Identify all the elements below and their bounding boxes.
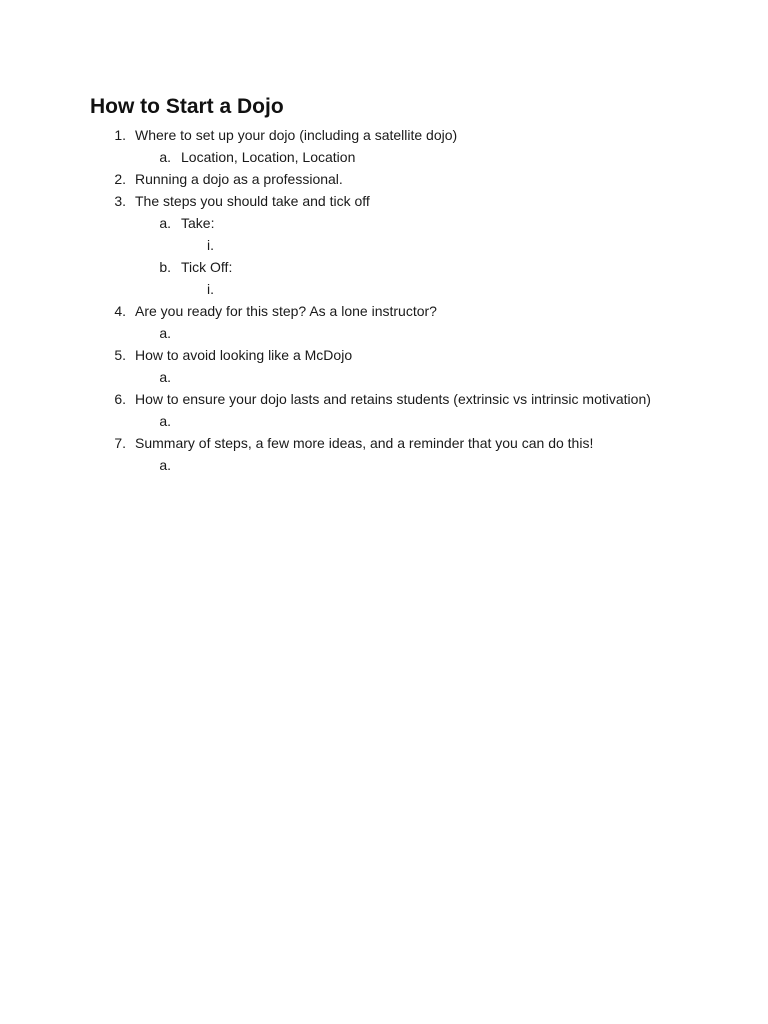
list-marker: i. <box>207 237 214 253</box>
list-marker: 7. <box>114 435 126 451</box>
list-marker: a. <box>159 325 171 341</box>
list-item-text: Take: <box>181 215 215 231</box>
outline-list <box>0 124 768 476</box>
list-marker: a. <box>159 215 171 231</box>
list-item-text: Are you ready for this step? As a lone instructor? <box>135 303 437 319</box>
list-marker: 1. <box>114 127 126 143</box>
list-marker: a. <box>159 457 171 473</box>
list-marker: 4. <box>114 303 126 319</box>
document-title: How to Start a Dojo <box>90 95 284 118</box>
list-item-text: Tick Off: <box>181 259 233 275</box>
list-item <box>0 454 768 476</box>
list-item <box>0 300 768 322</box>
list-item-text: Running a dojo as a professional. <box>135 171 343 187</box>
list-item-text: Where to set up your dojo (including a satellite dojo) <box>135 127 458 143</box>
list-item <box>0 278 768 300</box>
list-item-text: Summary of steps, a few more ideas, and a reminder that you can do this! <box>135 435 594 451</box>
list-item <box>0 168 768 190</box>
list-item-text: Location, Location, Location <box>181 149 356 165</box>
list-marker: a. <box>159 369 171 385</box>
list-marker: 2. <box>114 171 126 187</box>
list-item <box>0 322 768 344</box>
list-marker: b. <box>159 259 171 275</box>
list-marker: 6. <box>114 391 126 407</box>
list-item <box>0 146 768 168</box>
list-marker: a. <box>159 413 171 429</box>
list-item <box>0 124 768 146</box>
list-item <box>0 256 768 278</box>
list-item-text: How to ensure your dojo lasts and retains students (extrinsic vs intrinsic motivation) <box>135 391 651 407</box>
list-item <box>0 212 768 234</box>
list-marker: a. <box>159 149 171 165</box>
list-item <box>0 410 768 432</box>
list-item <box>0 366 768 388</box>
list-marker: i. <box>207 281 214 297</box>
list-item <box>0 388 768 410</box>
list-marker: 5. <box>114 347 126 363</box>
list-marker: 3. <box>114 193 126 209</box>
list-item-text: How to avoid looking like a McDojo <box>135 347 353 363</box>
list-item <box>0 234 768 256</box>
list-item <box>0 190 768 212</box>
list-item <box>0 344 768 366</box>
list-item-text: The steps you should take and tick off <box>135 193 370 209</box>
list-item <box>0 432 768 454</box>
